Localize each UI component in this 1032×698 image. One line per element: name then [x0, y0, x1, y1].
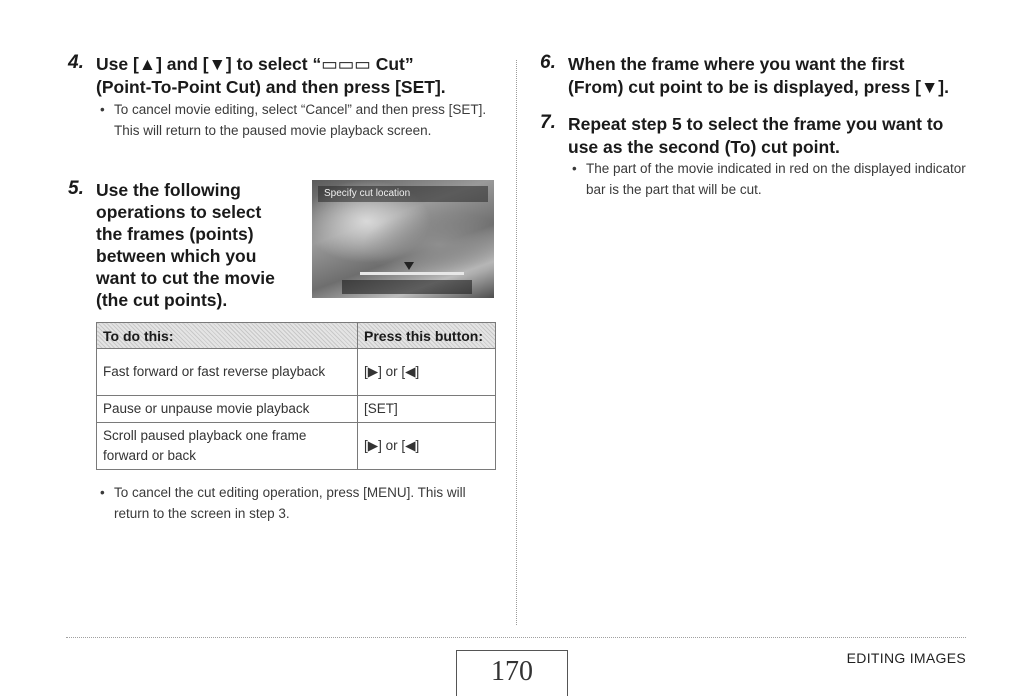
- camera-screen-image: [312, 180, 494, 298]
- step-7-number: 7.: [540, 112, 556, 133]
- page-number: 170: [491, 656, 533, 687]
- step-5-line: the frames (points): [96, 224, 254, 244]
- step-4-heading-line2: (Point-To-Point Cut) and then press [SET].: [96, 77, 446, 97]
- operations-table: [96, 322, 496, 470]
- table-cell-action: Pause or unpause movie playback: [97, 396, 358, 423]
- table-header-button: Press this button:: [358, 323, 496, 349]
- table-cell-action: Scroll paused playback one frame forward or back: [97, 423, 358, 470]
- step-5-line: between which you: [96, 246, 257, 266]
- step-5-line: want to cut the movie: [96, 268, 275, 288]
- step-5-line: (the cut points).: [96, 290, 228, 310]
- step-6-heading-line1: When the frame where you want the first: [568, 54, 905, 74]
- column-divider: [516, 60, 517, 625]
- section-title: EDITING IMAGES: [846, 650, 966, 666]
- step-4-note: • To cancel movie editing, select “Cancel” and then press [SET]. This will return to the paused movie playback screen.: [100, 99, 504, 141]
- table-row: [97, 396, 496, 423]
- table-cell-button: [SET]: [358, 396, 496, 423]
- table-header-action: To do this:: [97, 323, 358, 349]
- step-5-heading: [96, 179, 275, 311]
- step-4-heading-line1: Use [▲] and [▼] to select “▭▭▭ Cut”: [96, 54, 414, 74]
- screen-guide-icons: [342, 280, 472, 294]
- step-7-heading-line1: Repeat step 5 to select the frame you want to: [568, 114, 944, 134]
- step-5-line: Use the following: [96, 180, 241, 200]
- cut-indicator-bar: [360, 272, 464, 275]
- screen-label: Specify cut location: [318, 186, 488, 202]
- step-6-heading-line2: (From) cut point to be is displayed, press [▼].: [568, 77, 949, 97]
- cancel-cut-note: • To cancel the cut editing operation, press [MENU]. This will return to the screen in step 3.: [100, 482, 504, 524]
- table-cell-button: [▶] or [◀]: [358, 349, 496, 396]
- step-6-number: 6.: [540, 52, 556, 73]
- table-row: [97, 349, 496, 396]
- step-7-heading-line2: use as the second (To) cut point.: [568, 137, 840, 157]
- table-cell-button: [▶] or [◀]: [358, 423, 496, 470]
- cut-marker-icon: [404, 262, 414, 270]
- step-7-note: • The part of the movie indicated in red on the displayed indicator bar is the part that will be cut.: [572, 158, 976, 200]
- step-4-number: 4.: [68, 52, 84, 73]
- table-header-row: [97, 323, 496, 349]
- footer-divider: [66, 637, 966, 638]
- table-row: [97, 423, 496, 470]
- step-5-number: 5.: [68, 178, 84, 199]
- step-5-line: operations to select: [96, 202, 262, 222]
- table-cell-action: Fast forward or fast reverse playback: [97, 349, 358, 396]
